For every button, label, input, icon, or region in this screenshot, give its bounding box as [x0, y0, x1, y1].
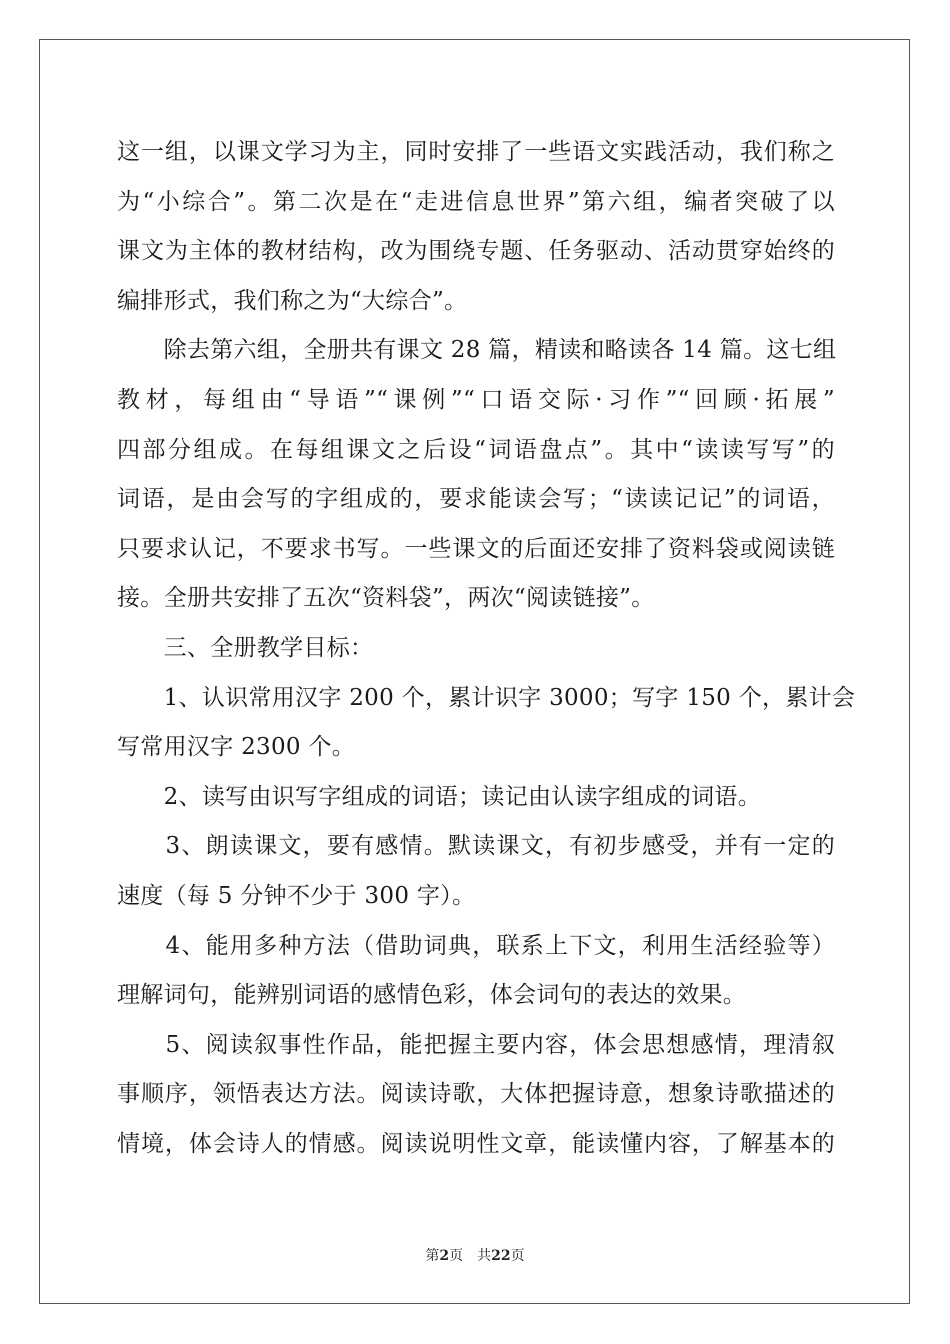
text-line: 这一组，以课文学习为主，同时安排了一些语文实践活动，我们称之 — [117, 139, 835, 165]
text-line: 2、读写由识写字组成的词语；读记由认读字组成的词语。 — [117, 783, 762, 810]
text-line: 写常用汉字 2300 个。 — [117, 734, 356, 761]
text-line: 事顺序，领悟表达方法。阅读诗歌，大体把握诗意，想象诗歌描述的 — [117, 1081, 835, 1108]
text-line: 词语，是由会写的字组成的，要求能读会写；“读读记记”的词语， — [117, 486, 835, 513]
text-line: 为“小综合”。第二次是在“走进信息世界”第六组，编者突破了以 — [117, 188, 835, 215]
text-line: 教材，每组由“导语”“课例”“口语交际·习作”“回顾·拓展” — [117, 386, 835, 413]
text-line: 5、阅读叙事性作品，能把握主要内容，体会思想感情，理清叙 — [117, 1031, 835, 1058]
footer-middle: 页 共 — [449, 1248, 492, 1264]
text-line: 1、认识常用汉字 200 个，累计识字 3000；写字 150 个，累计会 — [117, 684, 856, 711]
text-line: 接。全册共安排了五次“资料袋”，两次“阅读链接”。 — [117, 585, 655, 612]
document-body — [117, 128, 856, 1169]
text-line: 3、朗读课文，要有感情。默读课文，有初步感受，并有一定的 — [117, 833, 835, 860]
footer-prefix: 第 — [425, 1248, 440, 1264]
current-page-number: 2 — [439, 1248, 450, 1264]
total-page-number: 22 — [491, 1248, 511, 1264]
footer-suffix: 页 — [510, 1248, 525, 1264]
text-line: 理解词句，能辨别词语的感情色彩，体会词句的表达的效果。 — [117, 982, 747, 1009]
text-line: 情境，体会诗人的情感。阅读说明性文章，能读懂内容，了解基本的 — [117, 1130, 835, 1157]
text-line: 除去第六组，全册共有课文 28 篇，精读和略读各 14 篇。这七组 — [117, 337, 837, 364]
text-line: 4、能用多种方法（借助词典，联系上下文，利用生活经验等） — [117, 932, 835, 959]
text-line: 课文为主体的教材结构，改为围绕专题、任务驱动、活动贯穿始终的 — [117, 238, 835, 265]
text-line: 编排形式，我们称之为“大综合”。 — [117, 287, 468, 314]
section-heading: 三、全册教学目标： — [117, 634, 374, 661]
page-number-footer — [0, 1245, 950, 1265]
text-line: 只要求认记，不要求书写。一些课文的后面还安排了资料袋或阅读链 — [117, 535, 835, 562]
text-line: 四部分组成。在每组课文之后设“词语盘点”。其中“读读写写”的 — [117, 436, 835, 463]
text-line: 速度（每 5 分钟不少于 300 字）。 — [117, 882, 476, 909]
